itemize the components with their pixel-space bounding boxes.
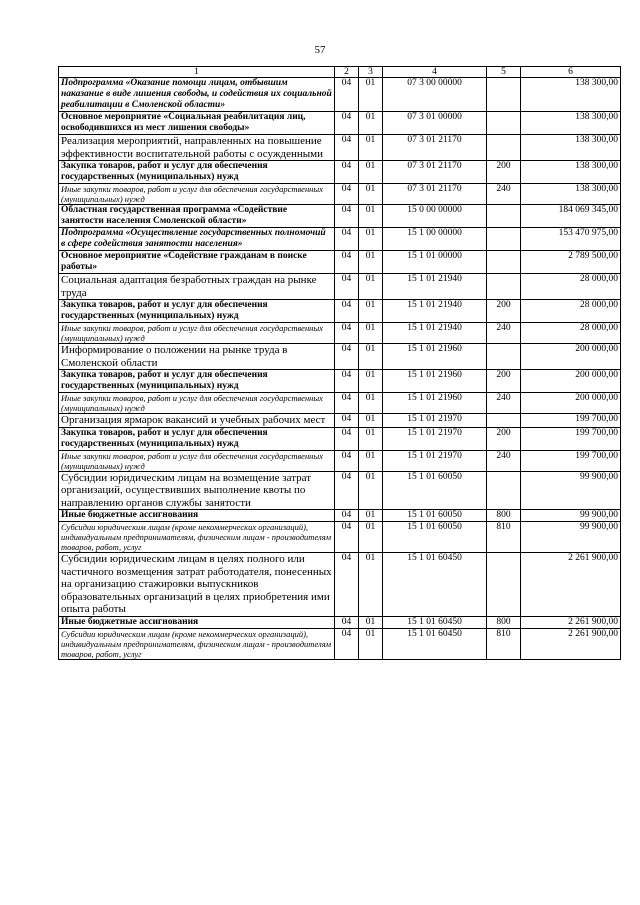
- amount-cell: 28 000,00: [521, 274, 621, 300]
- section-code-cell: 04: [335, 616, 359, 628]
- header-cell: 3: [359, 67, 383, 78]
- table-row: [59, 251, 621, 274]
- row-name-cell: Подпрограмма «Оказание помощи лицам, отбывшим наказание в виде лишения свободы, и содействия их социальной реабилитации в Смоленской области»: [59, 78, 335, 112]
- amount-cell: 138 300,00: [521, 135, 621, 161]
- table-row: [59, 471, 621, 510]
- table-row: [59, 344, 621, 370]
- expense-type-cell: [487, 135, 521, 161]
- section-code-cell: 04: [335, 205, 359, 228]
- row-name-cell: Закупка товаров, работ и услуг для обеспечения государственных (муниципальных) нужд: [59, 161, 335, 184]
- amount-cell: 138 300,00: [521, 78, 621, 112]
- header-cell: 1: [59, 67, 335, 78]
- row-name-cell: Иные закупки товаров, работ и услуг для обеспечения государственных (муниципальных) нужд: [59, 184, 335, 205]
- section-code-cell: 04: [335, 161, 359, 184]
- row-name-cell: Субсидии юридическим лицам в целях полного или частичного возмещения затрат работодателя, понесенных на организацию стажировки выпускников образовательных организаций в целях приобретения ими опыта работы: [59, 553, 335, 617]
- target-article-cell: 15 1 01 60450: [383, 628, 487, 659]
- target-article-cell: 15 1 01 21970: [383, 414, 487, 428]
- table-row: [59, 135, 621, 161]
- expense-type-cell: [487, 112, 521, 135]
- target-article-cell: 15 1 01 21970: [383, 427, 487, 450]
- section-code-cell: 04: [335, 414, 359, 428]
- amount-cell: 2 261 900,00: [521, 628, 621, 659]
- table-row: [59, 616, 621, 628]
- table-row: [59, 522, 621, 553]
- table-row: [59, 628, 621, 659]
- header-cell: 2: [335, 67, 359, 78]
- row-name-cell: Закупка товаров, работ и услуг для обеспечения государственных (муниципальных) нужд: [59, 427, 335, 450]
- section-code-cell: 04: [335, 393, 359, 414]
- row-name-cell: Субсидии юридическим лицам на возмещение затрат организаций, осуществивших выполнение квоты по направлению органов службы занятости: [59, 471, 335, 510]
- amount-cell: 138 300,00: [521, 112, 621, 135]
- amount-cell: 2 789 500,00: [521, 251, 621, 274]
- expense-type-cell: [487, 274, 521, 300]
- table-row: [59, 205, 621, 228]
- section-code-cell: 04: [335, 370, 359, 393]
- budget-table: [58, 66, 621, 660]
- expense-type-cell: 200: [487, 161, 521, 184]
- table-body: [59, 78, 621, 660]
- table-row: [59, 427, 621, 450]
- row-name-cell: Реализация мероприятий, направленных на повышение эффективности воспитательной работы с осужденными: [59, 135, 335, 161]
- subsection-code-cell: 01: [359, 274, 383, 300]
- target-article-cell: 07 3 01 21170: [383, 184, 487, 205]
- subsection-code-cell: 01: [359, 510, 383, 522]
- expense-type-cell: 200: [487, 300, 521, 323]
- subsection-code-cell: 01: [359, 300, 383, 323]
- subsection-code-cell: 01: [359, 344, 383, 370]
- amount-cell: 200 000,00: [521, 393, 621, 414]
- amount-cell: 99 900,00: [521, 510, 621, 522]
- target-article-cell: 07 3 01 21170: [383, 135, 487, 161]
- expense-type-cell: [487, 553, 521, 617]
- amount-cell: 28 000,00: [521, 323, 621, 344]
- row-name-cell: Областная государственная программа «Содействие занятости населения Смоленской области»: [59, 205, 335, 228]
- row-name-cell: Иные закупки товаров, работ и услуг для обеспечения государственных (муниципальных) нужд: [59, 450, 335, 471]
- table-header-row: [59, 67, 621, 78]
- target-article-cell: 15 1 01 21960: [383, 344, 487, 370]
- section-code-cell: 04: [335, 251, 359, 274]
- section-code-cell: 04: [335, 427, 359, 450]
- expense-type-cell: [487, 344, 521, 370]
- target-article-cell: 07 3 01 00000: [383, 112, 487, 135]
- amount-cell: 200 000,00: [521, 344, 621, 370]
- row-name-cell: Иные бюджетные ассигнования: [59, 616, 335, 628]
- expense-type-cell: [487, 205, 521, 228]
- subsection-code-cell: 01: [359, 553, 383, 617]
- table-row: [59, 274, 621, 300]
- row-name-cell: Иные закупки товаров, работ и услуг для обеспечения государственных (муниципальных) нужд: [59, 323, 335, 344]
- amount-cell: 99 900,00: [521, 471, 621, 510]
- subsection-code-cell: 01: [359, 393, 383, 414]
- amount-cell: 2 261 900,00: [521, 616, 621, 628]
- expense-type-cell: 810: [487, 628, 521, 659]
- subsection-code-cell: 01: [359, 112, 383, 135]
- section-code-cell: 04: [335, 228, 359, 251]
- header-cell: 5: [487, 67, 521, 78]
- section-code-cell: 04: [335, 450, 359, 471]
- subsection-code-cell: 01: [359, 161, 383, 184]
- target-article-cell: 15 1 01 60450: [383, 553, 487, 617]
- target-article-cell: 15 1 01 21940: [383, 323, 487, 344]
- amount-cell: 199 700,00: [521, 450, 621, 471]
- amount-cell: 199 700,00: [521, 414, 621, 428]
- section-code-cell: 04: [335, 522, 359, 553]
- target-article-cell: 15 1 01 21970: [383, 450, 487, 471]
- subsection-code-cell: 01: [359, 471, 383, 510]
- row-name-cell: Основное мероприятие «Социальная реабилитация лиц, освободившихся из мест лишения свободы»: [59, 112, 335, 135]
- row-name-cell: Субсидии юридическим лицам (кроме некоммерческих организаций), индивидуальным предпринимателям, физическим лицам - производителям товаров, работ, услуг: [59, 522, 335, 553]
- subsection-code-cell: 01: [359, 370, 383, 393]
- target-article-cell: 15 1 01 60050: [383, 522, 487, 553]
- subsection-code-cell: 01: [359, 616, 383, 628]
- subsection-code-cell: 01: [359, 522, 383, 553]
- subsection-code-cell: 01: [359, 414, 383, 428]
- subsection-code-cell: 01: [359, 78, 383, 112]
- section-code-cell: 04: [335, 184, 359, 205]
- target-article-cell: 15 1 01 21960: [383, 393, 487, 414]
- subsection-code-cell: 01: [359, 228, 383, 251]
- table-row: [59, 161, 621, 184]
- target-article-cell: 15 1 01 21960: [383, 370, 487, 393]
- page-number: 57: [314, 44, 326, 56]
- expense-type-cell: 200: [487, 427, 521, 450]
- subsection-code-cell: 01: [359, 251, 383, 274]
- expense-type-cell: 200: [487, 370, 521, 393]
- subsection-code-cell: 01: [359, 450, 383, 471]
- expense-type-cell: [487, 251, 521, 274]
- amount-cell: 153 470 975,00: [521, 228, 621, 251]
- table-row: [59, 553, 621, 617]
- expense-type-cell: 240: [487, 323, 521, 344]
- amount-cell: 2 261 900,00: [521, 553, 621, 617]
- table-row: [59, 393, 621, 414]
- expense-type-cell: 240: [487, 184, 521, 205]
- table-row: [59, 510, 621, 522]
- section-code-cell: 04: [335, 323, 359, 344]
- section-code-cell: 04: [335, 510, 359, 522]
- subsection-code-cell: 01: [359, 628, 383, 659]
- header-cell: 4: [383, 67, 487, 78]
- target-article-cell: 15 1 01 60450: [383, 616, 487, 628]
- table-row: [59, 323, 621, 344]
- table-row: [59, 414, 621, 428]
- expense-type-cell: 810: [487, 522, 521, 553]
- row-name-cell: Иные закупки товаров, работ и услуг для обеспечения государственных (муниципальных) нужд: [59, 393, 335, 414]
- target-article-cell: 15 0 00 00000: [383, 205, 487, 228]
- section-code-cell: 04: [335, 300, 359, 323]
- section-code-cell: 04: [335, 471, 359, 510]
- table-row: [59, 300, 621, 323]
- table-row: [59, 112, 621, 135]
- amount-cell: 138 300,00: [521, 184, 621, 205]
- target-article-cell: 15 1 00 00000: [383, 228, 487, 251]
- amount-cell: 138 300,00: [521, 161, 621, 184]
- section-code-cell: 04: [335, 628, 359, 659]
- amount-cell: 99 900,00: [521, 522, 621, 553]
- amount-cell: 184 069 345,00: [521, 205, 621, 228]
- row-name-cell: Субсидии юридическим лицам (кроме некоммерческих организаций), индивидуальным предпринимателям, физическим лицам - производителям товаров, работ, услуг: [59, 628, 335, 659]
- section-code-cell: 04: [335, 78, 359, 112]
- section-code-cell: 04: [335, 135, 359, 161]
- section-code-cell: 04: [335, 553, 359, 617]
- target-article-cell: 15 1 01 21940: [383, 300, 487, 323]
- amount-cell: 28 000,00: [521, 300, 621, 323]
- table-row: [59, 370, 621, 393]
- subsection-code-cell: 01: [359, 135, 383, 161]
- table-row: [59, 228, 621, 251]
- target-article-cell: 15 1 01 60050: [383, 471, 487, 510]
- row-name-cell: Информирование о положении на рынке труда в Смоленской области: [59, 344, 335, 370]
- row-name-cell: Закупка товаров, работ и услуг для обеспечения государственных (муниципальных) нужд: [59, 370, 335, 393]
- section-code-cell: 04: [335, 112, 359, 135]
- section-code-cell: 04: [335, 344, 359, 370]
- expense-type-cell: 800: [487, 510, 521, 522]
- row-name-cell: Организация ярмарок вакансий и учебных рабочих мест: [59, 414, 335, 428]
- target-article-cell: 07 3 00 00000: [383, 78, 487, 112]
- target-article-cell: 07 3 01 21170: [383, 161, 487, 184]
- row-name-cell: Закупка товаров, работ и услуг для обеспечения государственных (муниципальных) нужд: [59, 300, 335, 323]
- expense-type-cell: [487, 414, 521, 428]
- target-article-cell: 15 1 01 60050: [383, 510, 487, 522]
- subsection-code-cell: 01: [359, 427, 383, 450]
- subsection-code-cell: 01: [359, 205, 383, 228]
- row-name-cell: Подпрограмма «Осуществление государственных полномочий в сфере содействия занятости населения»: [59, 228, 335, 251]
- amount-cell: 200 000,00: [521, 370, 621, 393]
- amount-cell: 199 700,00: [521, 427, 621, 450]
- header-cell: 6: [521, 67, 621, 78]
- table-row: [59, 450, 621, 471]
- expense-type-cell: 240: [487, 393, 521, 414]
- row-name-cell: Социальная адаптация безработных граждан на рынке труда: [59, 274, 335, 300]
- expense-type-cell: [487, 471, 521, 510]
- expense-type-cell: [487, 78, 521, 112]
- row-name-cell: Основное мероприятие «Содействие гражданам в поиске работы»: [59, 251, 335, 274]
- section-code-cell: 04: [335, 274, 359, 300]
- expense-type-cell: 800: [487, 616, 521, 628]
- subsection-code-cell: 01: [359, 323, 383, 344]
- subsection-code-cell: 01: [359, 184, 383, 205]
- table-row: [59, 184, 621, 205]
- expense-type-cell: 240: [487, 450, 521, 471]
- expense-type-cell: [487, 228, 521, 251]
- table-row: [59, 78, 621, 112]
- row-name-cell: Иные бюджетные ассигнования: [59, 510, 335, 522]
- target-article-cell: 15 1 01 00000: [383, 251, 487, 274]
- target-article-cell: 15 1 01 21940: [383, 274, 487, 300]
